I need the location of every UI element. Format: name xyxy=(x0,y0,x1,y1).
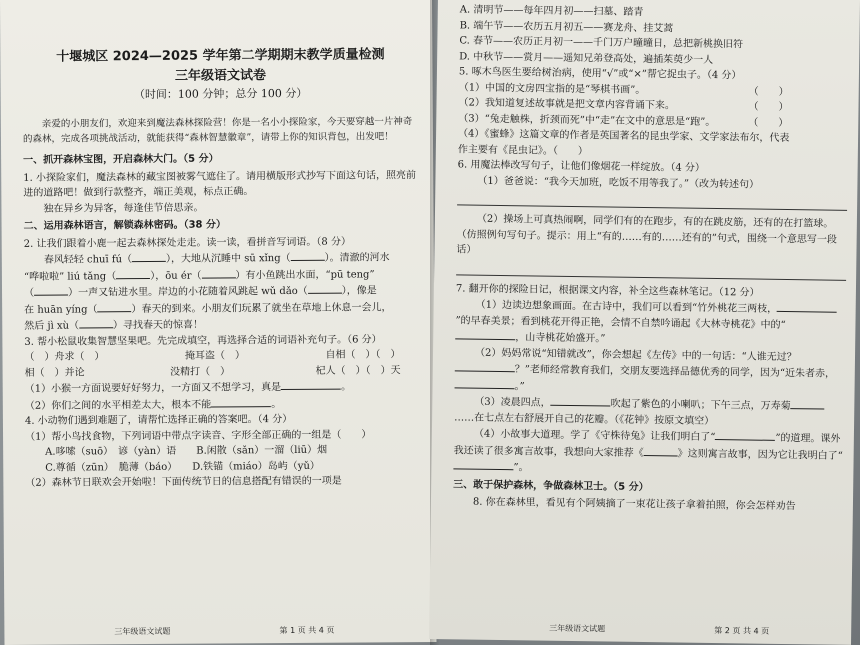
question-6-1: （1）爸爸说：“我今天加班，吃饭不用等我了。”（改为转述句） xyxy=(477,175,760,191)
answer-blank[interactable] xyxy=(291,250,325,261)
answer-blank[interactable] xyxy=(116,268,150,279)
intro-text: 亲爱的小朋友们，欢迎来到魔法森林探险营！你是一名小小探险家，今天要穿越一片神奇的森林，完成各项挑战活动，就能获得“森林智慧徽章”，请带上你的知识背包，出发吧！ xyxy=(22,116,413,145)
answer-blank[interactable] xyxy=(453,458,513,470)
q2-text: ）有小鱼跳出水面，“pū teng” xyxy=(235,269,375,282)
question-6: 6. 用魔法棒改写句子，让他们像烟花一样绽放。（4 分） xyxy=(457,159,705,174)
page-footer xyxy=(549,622,769,637)
section-2-heading: 二、运用森林语言，解锁森林密码。（38 分） xyxy=(23,219,227,233)
answer-paren[interactable]: （ ） xyxy=(748,116,789,129)
q3-text: （2）你们之间的水平相差太大，根本不能 xyxy=(24,399,212,412)
question-1-poem: 独在异乡为异客，每逢佳节倍思亲。 xyxy=(43,202,204,215)
question-3-1: （1）小猴一方面说要好好努力，一方面又不想学习，真是 。 xyxy=(25,379,421,398)
idiom-row-2 xyxy=(25,363,421,381)
footer-page: 第 2 页 共 4 页 xyxy=(714,625,770,636)
q2-text: （ xyxy=(24,288,35,300)
q2-text: 然后 jì xù（ xyxy=(24,320,80,333)
q2-text: ），ōu ér（ xyxy=(150,270,202,282)
idiom-item[interactable]: 掩耳盗（ ） xyxy=(184,350,246,363)
idiom-item[interactable]: 没精打（ ） xyxy=(170,366,231,378)
q2-text: ）春天的到来。小朋友们玩累了就坐在草地上休息一会儿， xyxy=(131,302,392,316)
question-7-3 xyxy=(454,393,844,430)
answer-blank[interactable] xyxy=(551,395,611,407)
idiom-item[interactable]: 自相（ ）（ ） xyxy=(325,349,401,362)
footer-label: 三年级语文试题 xyxy=(114,626,171,636)
question-4-1-ab[interactable]: A.哆嗦（suō） 谚（yàn）语 B.闲散（sǎn）一溜（liū）烟 xyxy=(45,445,328,459)
q5-text: （3）“兔走触株，折颈而死”中“走”在文中的意思是“跑”。 xyxy=(458,112,716,128)
q2-text: ）一声又钻进水里。岸边的小花随着风跳起 wǔ dǎo（ xyxy=(68,286,308,300)
q7-text: （4）小故事大道理。学了《守株待兔》让我们明白了“ xyxy=(473,428,716,444)
answer-blank[interactable] xyxy=(715,429,775,441)
question-1: 1. 小探险家们，魔法森林的藏宝图被雾气遮住了。请用横版形式抄写下面这句话，照亮前进的道路吧！做到行款整齐，端正美观，标点正确。 xyxy=(23,170,417,200)
footer-label: 三年级语文试题 xyxy=(549,623,606,634)
answer-blank[interactable] xyxy=(455,377,515,389)
q5-item: （4）《蜜蜂》这篇文章的作者是英国著名的昆虫学家、文学家法布尔，代表 xyxy=(458,128,790,145)
answer-blank[interactable] xyxy=(455,328,515,340)
q2-text: 春风轻轻 chuī fú（ xyxy=(43,254,133,267)
option-d[interactable]: D. 中秋节——赏月——遥知兄弟登高处，遍插茱萸少一人 xyxy=(459,50,714,66)
question-4-1: （1）帮小鸟找食物，下列词语中带点字读音、字形全部正确的一组是（ ） xyxy=(25,429,372,443)
q7-text: ……在七点左右舒展开自己的花瓣。（《花钟》按原文填空） xyxy=(454,411,715,427)
question-7-1 xyxy=(455,296,846,350)
question-3: 3. 帮小松鼠收集智慧坚果吧。先完成填空，再选择合适的词语补充句子。（6 分） xyxy=(24,334,382,348)
q7-text: 》这则寓言故事，因为它让我明白了“ xyxy=(677,447,843,462)
q2-text: ），像是 xyxy=(341,285,377,298)
question-7-2: （2）妈妈常说“知错就改”，你会想起《左传》中的一句话：“人谁无过？？”老师经常教育我们，交朋友要选择品德优秀的同学，因为“近朱者赤，。” xyxy=(454,345,845,399)
question-7-4: （4）小故事大道理。学了《守株待兔》让我们明白了“ ”的道理。课外我还读了很多寓言故事，我想向大家推荐《 》这则寓言故事，因为它让我明白了“”。 xyxy=(453,428,843,474)
q7-text: ”的早春美景；看到桃花开得正艳，会情不自禁吟诵起《大林寺桃花》中的“ xyxy=(455,314,786,331)
q7-text: ？”老师经常教育我们，交朋友要选择品德优秀的同学，因为“近朱者赤， xyxy=(514,364,836,380)
answer-blank[interactable] xyxy=(455,360,515,372)
q2-text: 在 huān yíng（ xyxy=(24,304,98,316)
answer-blank[interactable] xyxy=(201,267,235,278)
q7-text: 吹起了紫色的小喇叭；下午三点，万寿菊 xyxy=(610,398,791,413)
page-footer xyxy=(114,624,334,638)
q7-text: ，山寺桃花始盛开。” xyxy=(515,332,606,345)
question-5: 5. 啄木鸟医生要给树治病，使用“√”或“×”帮它捉虫子。（4 分） xyxy=(458,66,742,82)
q7-text: （2）妈妈常说“知错就改”，你会想起《左传》中的一句话：“人谁无过？ xyxy=(474,347,797,363)
answer-paren[interactable]: （ ） xyxy=(748,85,789,98)
answer-blank[interactable] xyxy=(644,445,678,456)
answer-paren[interactable]: （ ） xyxy=(748,101,789,114)
footer-page: 第 1 页 共 4 页 xyxy=(279,625,335,635)
q7-text: （1）边读边想象画面。在古诗中，我们可以看到“竹外桃花三两枝， xyxy=(475,299,778,315)
answer-blank[interactable] xyxy=(777,301,837,313)
option-a[interactable]: A. 清明节——每年四月初——扫墓、踏青 xyxy=(459,4,644,18)
answer-paren[interactable]: （ ） xyxy=(552,145,588,157)
q5-text: （2）我知道复述故事就是把文章内容背诵下来。 xyxy=(458,97,675,112)
q2-text: ）寻找春天的惊喜！ xyxy=(112,320,204,332)
question-3-2: （2）你们之间的水平相差太大，根本不能 。 xyxy=(25,395,421,414)
q5-text: 作主要有《昆虫记》。 xyxy=(457,143,553,157)
question-4: 4. 小动物们遇到难题了，请帮忙选择正确的答案吧。（4 分） xyxy=(24,414,293,428)
answer-blank[interactable] xyxy=(132,251,166,262)
q5-text: （1）中国的文房四宝指的是“琴棋书画”。 xyxy=(458,81,646,96)
q3-text: （1）小猴一方面说要好好努力，一方面又不想学习，真是 xyxy=(24,382,282,396)
answer-blank[interactable] xyxy=(79,318,113,329)
q7-text: （3）凌晨四点， xyxy=(474,396,551,409)
option-c[interactable]: C. 春节——农历正月初一——千门万户曈曈日，总把新桃换旧符 xyxy=(459,35,744,51)
answer-blank[interactable] xyxy=(308,283,342,294)
idiom-item[interactable]: 杞人（ ）（ ）天 xyxy=(315,365,401,377)
exam-meta: （时间：100 分钟；总分 100 分） xyxy=(133,86,308,102)
q2-text: ），大地从沉睡中 sū xǐng（ xyxy=(165,253,291,266)
question-6-2: （2）操场上可真热闹啊，同学们有的在跑步，有的在跳皮筋，还有的在打篮球。（仿照例句写句子。提示：用上“有的……有的……还有的”句式，围绕一个意思写一段话） xyxy=(456,213,837,256)
q7-text: ”的道理。课外我还读了很多寓言故事，我想向大家推荐《 xyxy=(453,432,841,459)
option-b[interactable]: B. 端午节——农历五月初五——赛龙舟、挂艾蒿 xyxy=(459,19,674,34)
exam-title: 十堰城区 2024—2025 学年第二学期期末教学质量检测 xyxy=(56,47,385,65)
answer-blank[interactable] xyxy=(97,301,131,312)
answer-blank[interactable] xyxy=(791,398,825,409)
exam-page-2 xyxy=(429,0,860,645)
section-3-heading: 三、敢于保护森林，争做森林卫士。（5 分） xyxy=(453,478,649,493)
answer-blank[interactable] xyxy=(211,396,271,407)
question-4-1-cd[interactable]: C.尊循（zūn） 脆薄（báo） D.铁锚（miáo）岛屿（yǔ） xyxy=(45,460,320,474)
idiom-item[interactable]: 相（ ）并论 xyxy=(24,367,85,379)
q2-text: ）。清澈的河水 xyxy=(324,252,390,265)
question-2: 2. 让我们跟着小鹿一起去森林探处走走。读一读，看拼音写词语。（8 分） xyxy=(23,236,352,250)
section-1-heading: 一、抓开森林宝图，开启森林大门。（5 分） xyxy=(23,153,219,167)
answer-blank[interactable] xyxy=(34,285,68,296)
idiom-item[interactable]: （ ）舟求（ ） xyxy=(24,351,105,364)
question-4-2: （2）森林节日联欢会开始啦！下面传统节日的信息搭配有错误的一项是 xyxy=(25,476,342,490)
answer-blank[interactable] xyxy=(281,379,341,390)
question-8: 8. 你在森林里，看见有个阿姨摘了一束花让孩子拿着拍照，你会怎样劝告 xyxy=(472,496,796,513)
exam-subtitle: 三年级语文试卷 xyxy=(174,67,267,84)
question-2-line-4 xyxy=(24,299,420,318)
q2-text: “哗啦啦” liú tǎng（ xyxy=(23,271,117,283)
question-7: 7. 翻开你的探险日记，根据课文内容，补全这些森林笔记。（12 分） xyxy=(455,282,760,299)
